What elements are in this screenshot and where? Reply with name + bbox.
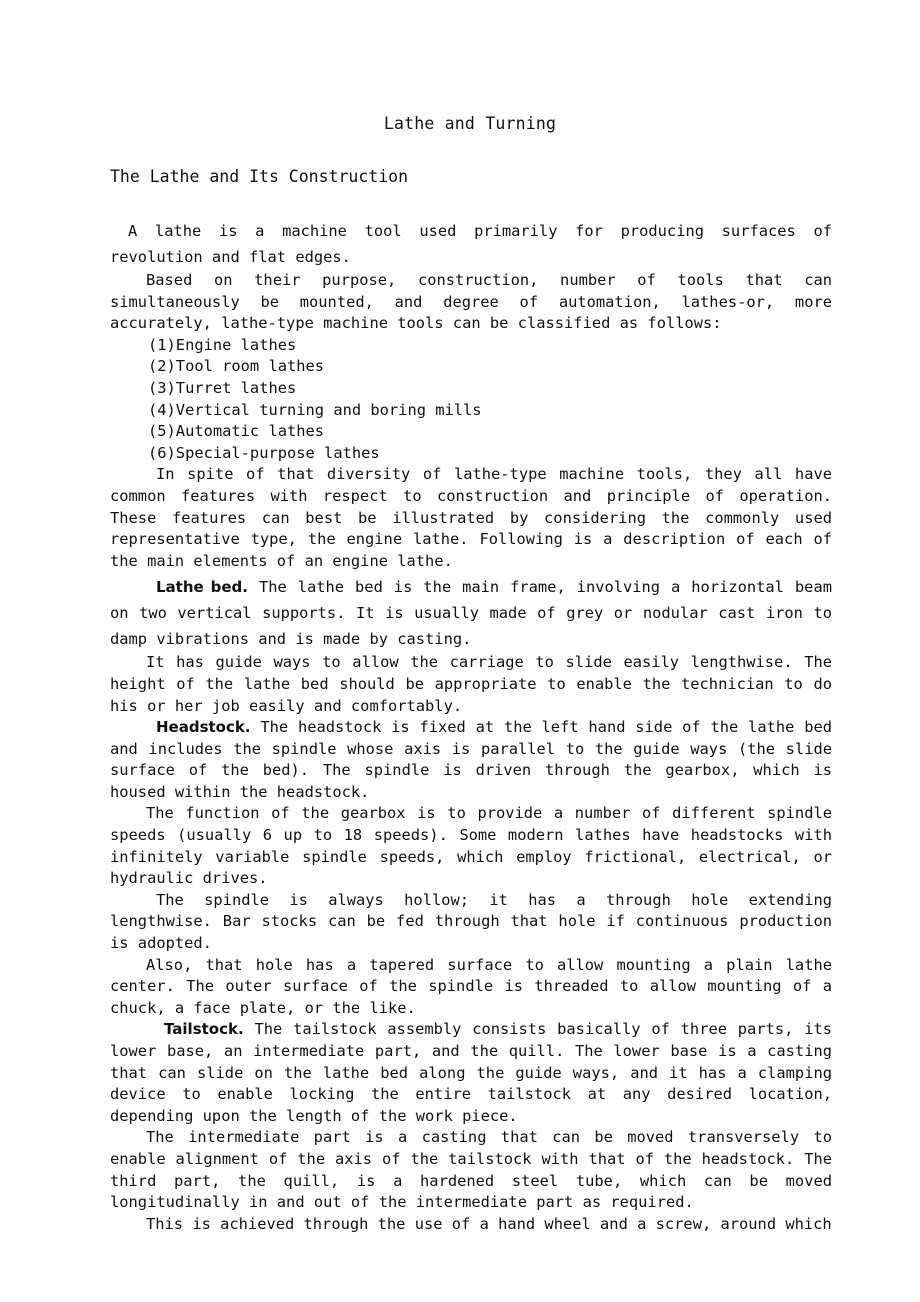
list-item: (4)Vertical turning and boring mills [148, 400, 482, 419]
spindle-hole-paragraph: Also, that hole has a tapered surface to allow mounting a plain lathe center. The outer surface of the spindle is threaded to allow mounting of a chuck, a face plate, or the like. [110, 955, 832, 1017]
lathe-bed-paragraph [110, 574, 832, 652]
hand-wheel-paragraph: This is achieved through the use of a hand wheel and a screw, around which [146, 1214, 832, 1233]
headstock-term: Headstock. [156, 718, 251, 737]
section-heading: The Lathe and Its Construction [110, 167, 409, 186]
document-title: Lathe and Turning [383, 114, 557, 133]
intro-paragraph: A lathe is a machine tool used primarily for producing surfaces of revolution and flat edges. [110, 222, 832, 266]
tailstock-text: The tailstock assembly consists basically of three parts, its lower base, an intermediate part, and the quill. The lower base is a casting that can slide on the lathe bed along the guide ways, and it has a clamping device to enable locking the entire tailstock at any desired location, depending upon the length of the work piece. [110, 1020, 832, 1125]
common-features-paragraph: In spite of that diversity of lathe-type machine tools, they all have common features with respect to construction and principle of operation. These features can best be illustrated by considering the commonly used representative type, the engine lathe. Following is a description of each of the main elements of an engine lathe. [110, 465, 832, 570]
list-item: (3)Turret lathes [148, 378, 297, 397]
gearbox-paragraph: The function of the gearbox is to provide a number of different spindle speeds (usually 6 up to 18 speeds). Some modern lathes have headstocks with infinitely variable spindle speeds, which employ frictional, electrical, or hydraulic drives. [110, 804, 832, 888]
guide-ways-paragraph: It has guide ways to allow the carriage to slide easily lengthwise. The height of the lathe bed should be appropriate to enable the technician to do his or her job easily and comfortably. [110, 653, 832, 715]
list-item: (6)Special-purpose lathes [148, 443, 380, 462]
list-item: (5)Automatic lathes [148, 422, 325, 441]
tailstock-term: Tailstock. [164, 1020, 244, 1039]
lathe-bed-term: Lathe bed. [156, 578, 248, 597]
intermediate-part-paragraph: The intermediate part is a casting that can be moved transversely to enable alignment of the axis of the tailstock with that of the headstock. The third part, the quill, is a hardened steel tube, which can be moved longitudinally in and out of the intermediate part as required. [110, 1128, 832, 1212]
tailstock-paragraph [110, 1019, 832, 1127]
document-body [110, 218, 832, 1235]
spindle-paragraph: The spindle is always hollow; it has a through hole extending lengthwise. Bar stocks can be fed through that hole if continuous production is adopted. [110, 890, 832, 953]
list-item: (2)Tool room lathes [148, 357, 325, 376]
lathe-bed-text: The lathe bed is the main frame, involving a horizontal beam on two vertical supports. It is usually made of grey or nodular cast iron to damp vibrations and is made by casting. [110, 578, 832, 649]
classification-paragraph: Based on their purpose, construction, number of tools that can simultaneously be mounted, and degree of automation, lathes-or, more accurately, lathe-type machine tools can be classified as follows: [110, 271, 832, 333]
list-item: (1)Engine lathes [148, 335, 297, 354]
headstock-paragraph [110, 717, 832, 803]
lathe-types-list [110, 335, 832, 465]
headstock-text: The headstock is fixed at the left hand side of the lathe bed and includes the spindle whose axis is parallel to the guide ways (the slide surface of the bed). The spindle is driven through the gearbox, which is housed within the headstock. [110, 718, 832, 801]
